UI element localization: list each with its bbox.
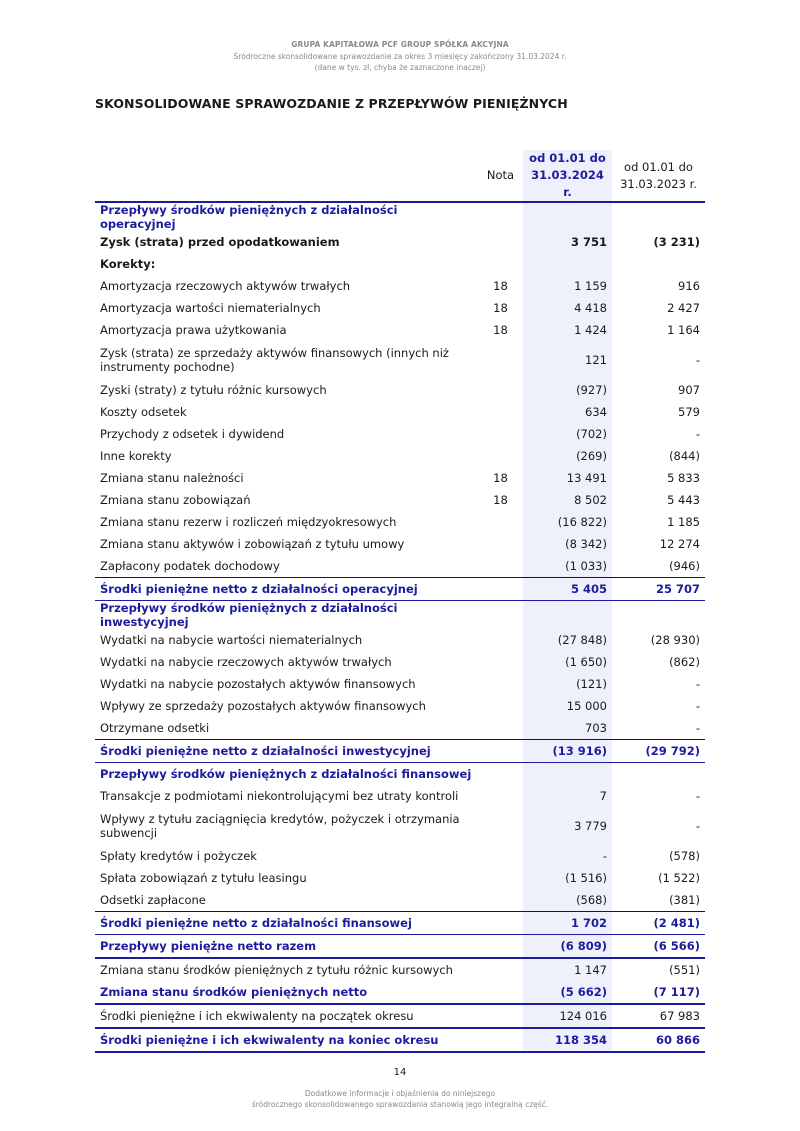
table-row	[95, 202, 705, 231]
row-value-current: (13 916)	[523, 740, 612, 763]
table-row	[95, 423, 705, 445]
table-row	[95, 555, 705, 578]
table-row	[95, 981, 705, 1004]
row-note	[478, 253, 523, 275]
previous-period-line2: 31.03.2023 r.	[620, 176, 697, 191]
row-label: Przepływy środków pieniężnych z działalności finansowej	[100, 767, 472, 781]
row-label: Zysk (strata) przed opodatkowaniem	[100, 235, 340, 249]
row-label: Koszty odsetek	[100, 405, 187, 419]
row-value-previous: (551)	[669, 963, 700, 977]
table-body	[95, 202, 705, 1052]
row-label: Wydatki na nabycie pozostałych aktywów finansowych	[100, 677, 416, 691]
table-row	[95, 695, 705, 717]
row-label: Zmiana stanu należności	[100, 471, 244, 485]
row-value-previous: 5 443	[667, 493, 700, 507]
row-value-previous: -	[695, 699, 700, 713]
row-note	[478, 889, 523, 912]
row-value-current: (8 342)	[523, 533, 612, 555]
row-note	[478, 202, 523, 231]
cash-flow-table-container	[95, 150, 705, 1053]
table-row	[95, 297, 705, 319]
row-label: Zapłacony podatek dochodowy	[100, 559, 280, 573]
footer-line-2: śródrocznego skonsolidowanego sprawozdania stanowią jego integralną część.	[251, 1100, 549, 1109]
row-value-previous: 12 274	[659, 537, 700, 551]
table-row	[95, 673, 705, 695]
row-value-current: (1 650)	[523, 651, 612, 673]
row-value-previous: (1 522)	[658, 871, 700, 885]
row-note	[478, 912, 523, 935]
row-label: Amortyzacja prawa użytkowania	[100, 323, 287, 337]
table-row	[95, 533, 705, 555]
row-value-previous: -	[695, 789, 700, 803]
units-note: (dane w tys. zł, chyba że zaznaczone inaczej)	[314, 63, 486, 72]
row-value-previous: (2 481)	[612, 912, 705, 935]
table-row	[95, 253, 705, 275]
table-row	[95, 231, 705, 253]
row-note	[478, 763, 523, 786]
table-row	[95, 807, 705, 845]
row-value-previous: 25 707	[612, 578, 705, 601]
row-note	[478, 629, 523, 651]
row-label: Przepływy środków pieniężnych z działalności inwestycyjnej	[100, 601, 398, 629]
row-value-previous: 1 164	[667, 323, 700, 337]
row-label: Zyski (straty) z tytułu różnic kursowych	[100, 383, 327, 397]
row-note: 18	[493, 301, 508, 315]
table-row	[95, 912, 705, 935]
table-row	[95, 889, 705, 912]
row-note	[478, 717, 523, 740]
table-row	[95, 445, 705, 467]
row-note	[478, 601, 523, 630]
row-note	[478, 379, 523, 401]
label-column-header	[95, 150, 478, 202]
row-note	[478, 578, 523, 601]
row-label: Inne korekty	[100, 449, 172, 463]
row-value-previous	[612, 253, 705, 275]
row-label: Korekty:	[100, 257, 156, 271]
row-value-previous: -	[695, 721, 700, 735]
row-value-previous: 5 833	[667, 471, 700, 485]
row-value-previous: -	[695, 353, 700, 367]
page-header	[0, 39, 800, 73]
row-value-current	[523, 253, 612, 275]
row-value-previous: -	[695, 677, 700, 691]
row-value-current: 1 702	[523, 912, 612, 935]
row-value-previous: -	[695, 427, 700, 441]
row-label: Amortyzacja wartości niematerialnych	[100, 301, 321, 315]
row-label: Zmiana stanu rezerw i rozliczeń międzyokresowych	[100, 515, 397, 529]
row-label: Środki pieniężne netto z działalności operacyjnej	[95, 578, 478, 601]
row-note	[478, 555, 523, 578]
row-label: Środki pieniężne netto z działalności finansowej	[95, 912, 478, 935]
table-row	[95, 935, 705, 959]
row-value-current: 3 779	[523, 807, 612, 845]
report-description: Śródroczne skonsolidowane sprawozdanie za okres 3 miesięcy zakończony 31.03.2024 r.	[233, 52, 567, 61]
row-value-current: (5 662)	[523, 981, 612, 1004]
row-value-previous	[612, 202, 705, 231]
row-value-previous: (6 566)	[612, 935, 705, 959]
row-value-current: (1 516)	[523, 867, 612, 889]
table-header-row	[95, 150, 705, 202]
row-value-previous: (946)	[669, 559, 700, 573]
table-row	[95, 489, 705, 511]
page-number: 14	[393, 1067, 407, 1078]
table-row	[95, 275, 705, 297]
row-value-previous: (3 231)	[653, 235, 700, 249]
row-label: Środki pieniężne i ich ekwiwalenty na początek okresu	[95, 1004, 478, 1028]
row-note	[478, 1028, 523, 1052]
row-note: 18	[493, 493, 508, 507]
row-label: Zmiana stanu środków pieniężnych z tytułu różnic kursowych	[100, 963, 453, 977]
row-value-previous: 1 185	[667, 515, 700, 529]
row-label: Wpływy ze sprzedaży pozostałych aktywów finansowych	[100, 699, 426, 713]
row-note	[478, 511, 523, 533]
table-row	[95, 785, 705, 807]
row-value-current	[523, 601, 612, 630]
footer-line-1: Dodatkowe informacje i objaśnienia do niniejszego	[304, 1089, 496, 1098]
row-value-previous: (578)	[669, 849, 700, 863]
table-row	[95, 845, 705, 867]
table-row	[95, 867, 705, 889]
row-value-current: (927)	[523, 379, 612, 401]
table-row	[95, 511, 705, 533]
table-row	[95, 578, 705, 601]
row-label: Transakcje z podmiotami niekontrolującymi bez utraty kontroli	[100, 789, 459, 803]
row-label: Środki pieniężne i ich ekwiwalenty na koniec okresu	[95, 1028, 478, 1052]
row-value-previous: 67 983	[612, 1004, 705, 1028]
row-note	[478, 341, 523, 379]
row-label: Spłata zobowiązań z tytułu leasingu	[100, 871, 307, 885]
cash-flow-table	[95, 150, 705, 1053]
row-note	[478, 845, 523, 867]
row-value-previous: 60 866	[612, 1028, 705, 1052]
row-note	[478, 695, 523, 717]
row-value-previous: -	[695, 819, 700, 833]
row-value-current: 4 418	[523, 297, 612, 319]
row-label: Przepływy środków pieniężnych z działalności operacyjnej	[100, 203, 398, 231]
current-period-line1: od 01.01 do	[529, 151, 606, 165]
row-note	[478, 651, 523, 673]
row-value-current: 1 147	[523, 958, 612, 981]
row-note	[478, 401, 523, 423]
row-note	[478, 231, 523, 253]
table-row	[95, 763, 705, 786]
company-name: GRUPA KAPITAŁOWA PCF GROUP SPÓŁKA AKCYJNA	[291, 40, 509, 49]
row-value-current: (568)	[523, 889, 612, 912]
row-value-current: 5 405	[523, 578, 612, 601]
row-value-current: 7	[523, 785, 612, 807]
row-value-previous: (7 117)	[612, 981, 705, 1004]
row-value-current: 15 000	[523, 695, 612, 717]
row-value-current: 121	[523, 341, 612, 379]
row-value-current	[523, 763, 612, 786]
document-title: SKONSOLIDOWANE SPRAWOZDANIE Z PRZEPŁYWÓW PIENIĘŻNYCH	[95, 96, 568, 111]
row-value-previous: 916	[678, 279, 700, 293]
row-value-current: (1 033)	[523, 555, 612, 578]
row-label: Zmiana stanu aktywów i zobowiązań z tytułu umowy	[100, 537, 405, 551]
table-row	[95, 629, 705, 651]
row-label: Przychody z odsetek i dywidend	[100, 427, 285, 441]
table-row	[95, 1028, 705, 1052]
row-value-current: (702)	[523, 423, 612, 445]
row-value-current: (16 822)	[523, 511, 612, 533]
row-label: Zysk (strata) ze sprzedaży aktywów finansowych (innych niż instrumenty pochodne)	[100, 346, 449, 374]
page-footer	[0, 1088, 800, 1110]
row-note	[478, 807, 523, 845]
row-value-current: (27 848)	[523, 629, 612, 651]
row-label: Wydatki na nabycie rzeczowych aktywów trwałych	[100, 655, 392, 669]
row-note: 18	[493, 323, 508, 337]
table-row	[95, 1004, 705, 1028]
row-note	[478, 423, 523, 445]
row-note	[478, 935, 523, 959]
row-value-current: 124 016	[523, 1004, 612, 1028]
row-value-current: 13 491	[523, 467, 612, 489]
row-note: 18	[493, 279, 508, 293]
table-row	[95, 958, 705, 981]
row-label: Zmiana stanu środków pieniężnych netto	[95, 981, 478, 1004]
row-label: Otrzymane odsetki	[100, 721, 210, 735]
row-note	[478, 445, 523, 467]
row-note	[478, 673, 523, 695]
row-value-current: 634	[523, 401, 612, 423]
row-label: Amortyzacja rzeczowych aktywów trwałych	[100, 279, 351, 293]
table-row	[95, 319, 705, 341]
row-value-current	[523, 202, 612, 231]
table-row	[95, 717, 705, 740]
row-value-previous: (29 792)	[612, 740, 705, 763]
row-note	[478, 785, 523, 807]
current-period-header	[523, 150, 612, 202]
row-note	[478, 1004, 523, 1028]
row-note	[478, 740, 523, 763]
row-label: Przepływy pieniężne netto razem	[95, 935, 478, 959]
row-value-current: -	[523, 845, 612, 867]
table-row	[95, 601, 705, 630]
table-row	[95, 341, 705, 379]
row-value-previous: 907	[678, 383, 700, 397]
note-column-header: Nota	[486, 168, 515, 182]
row-note	[478, 533, 523, 555]
row-value-previous: 579	[678, 405, 700, 419]
row-label: Spłaty kredytów i pożyczek	[100, 849, 257, 863]
row-value-previous: (862)	[669, 655, 700, 669]
row-value-current: 8 502	[523, 489, 612, 511]
row-note: 18	[493, 471, 508, 485]
row-value-current: 3 751	[523, 231, 612, 253]
row-value-previous: (844)	[669, 449, 700, 463]
table-row	[95, 401, 705, 423]
row-value-current: 1 159	[523, 275, 612, 297]
row-value-previous	[612, 601, 705, 630]
table-row	[95, 379, 705, 401]
row-value-current: 1 424	[523, 319, 612, 341]
row-value-current: (121)	[523, 673, 612, 695]
row-value-current: (6 809)	[523, 935, 612, 959]
row-value-previous: (381)	[669, 893, 700, 907]
table-row	[95, 740, 705, 763]
current-period-line2: 31.03.2024 r.	[531, 168, 604, 199]
row-note	[478, 981, 523, 1004]
previous-period-line1: od 01.01 do	[624, 159, 693, 174]
row-value-previous: 2 427	[667, 301, 700, 315]
row-value-current: 118 354	[523, 1028, 612, 1052]
row-label: Odsetki zapłacone	[100, 893, 206, 907]
row-note	[478, 867, 523, 889]
table-row	[95, 651, 705, 673]
row-value-current: (269)	[523, 445, 612, 467]
row-label: Wydatki na nabycie wartości niematerialnych	[100, 633, 363, 647]
row-label: Wpływy z tytułu zaciągnięcia kredytów, pożyczek i otrzymania subwencji	[100, 812, 460, 840]
row-note	[478, 958, 523, 981]
row-value-previous	[612, 763, 705, 786]
table-row	[95, 467, 705, 489]
row-value-current: 703	[523, 717, 612, 740]
row-label: Środki pieniężne netto z działalności inwestycyjnej	[95, 740, 478, 763]
row-label: Zmiana stanu zobowiązań	[100, 493, 251, 507]
previous-period-header	[612, 150, 705, 202]
row-value-previous: (28 930)	[650, 633, 700, 647]
